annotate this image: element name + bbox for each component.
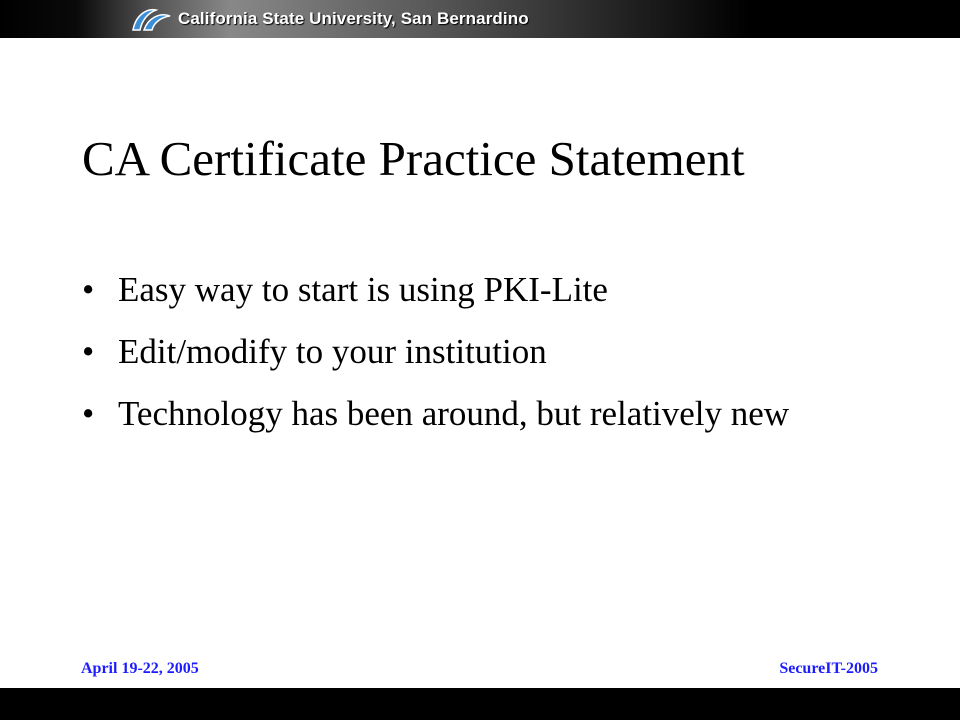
- bullet-marker: •: [82, 332, 95, 371]
- footer-banner: [0, 688, 960, 720]
- bullet-item: [82, 270, 882, 310]
- footer-event: SecureIT-2005: [779, 660, 878, 677]
- header-banner: [0, 0, 960, 38]
- bullet-text: Technology has been around, but relatively new: [118, 394, 790, 433]
- bullet-text: Easy way to start is using PKI-Lite: [118, 270, 608, 309]
- bullet-marker: •: [82, 270, 95, 309]
- bullet-list: [82, 270, 882, 456]
- bullet-text: Edit/modify to your institution: [118, 332, 547, 371]
- slide-title: CA Certificate Practice Statement: [82, 131, 745, 186]
- csusb-logo-icon: [130, 4, 174, 34]
- university-name: California State University, San Bernardino: [178, 9, 529, 28]
- footer-date: April 19-22, 2005: [81, 660, 199, 677]
- bullet-item: [82, 332, 882, 372]
- bullet-marker: •: [82, 394, 95, 433]
- bullet-item: [82, 394, 882, 434]
